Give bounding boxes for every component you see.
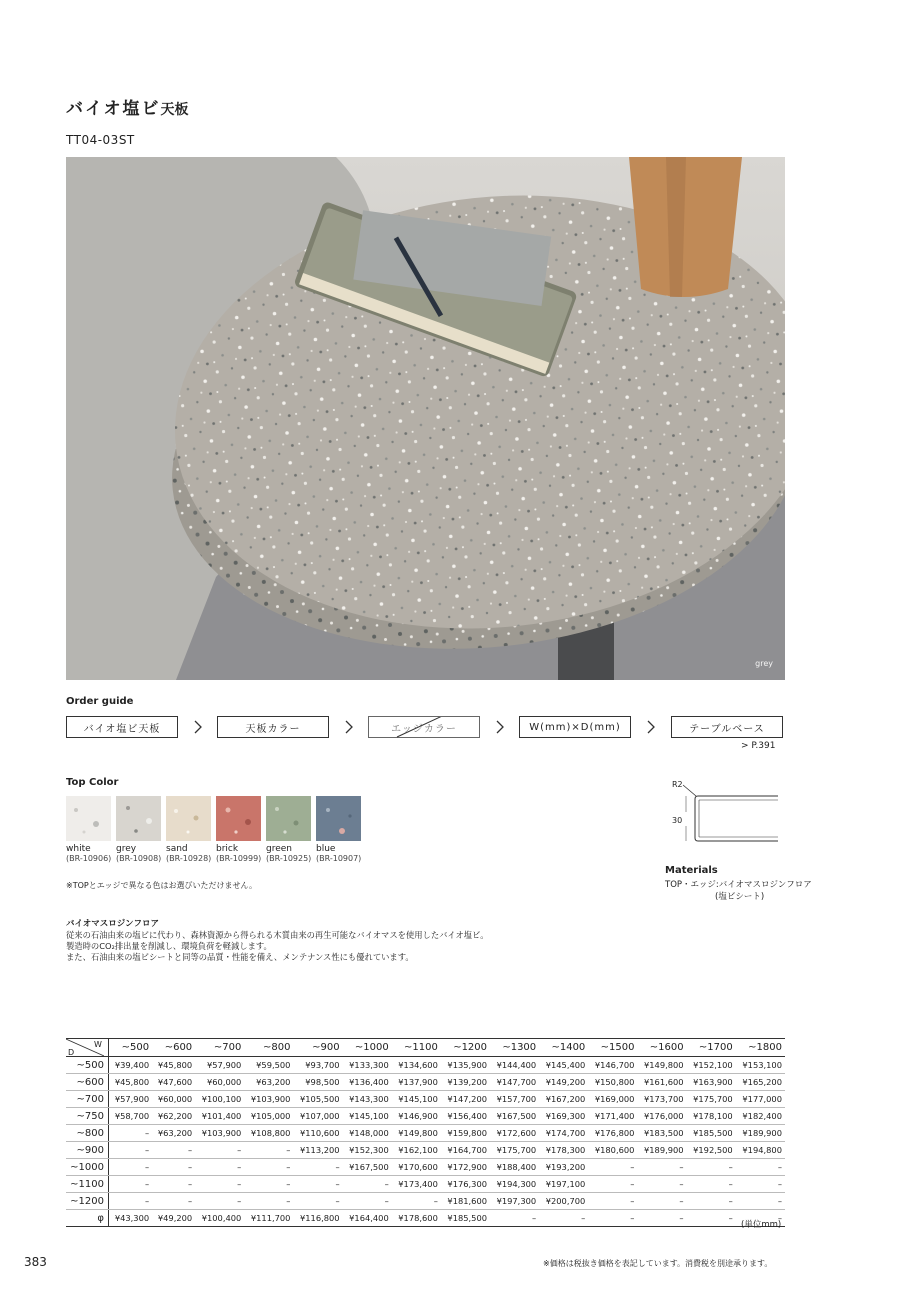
color-note: ※TOPとエッジで異なる色はお選びいただけません。 [66,881,258,890]
chevron-right-icon [494,719,506,735]
table-row [66,1210,785,1227]
price-cell: ¥169,000 [588,1091,637,1108]
materials-label: Materials [665,865,718,876]
price-cell: ¥43,300 [109,1210,153,1227]
price-cell: ¥173,700 [637,1091,686,1108]
row-header: ~500 [66,1057,109,1074]
price-cell: – [109,1176,153,1193]
price-cell: ¥105,000 [244,1108,293,1125]
column-header: ~1600 [637,1039,686,1057]
edge-profile-diagram [670,778,782,844]
price-cell: ¥200,700 [539,1193,588,1210]
price-cell: ¥145,100 [392,1091,441,1108]
price-cell: ¥150,800 [588,1074,637,1091]
column-header: ~1300 [490,1039,539,1057]
price-cell: ¥103,900 [244,1091,293,1108]
price-cell: ¥134,600 [392,1057,441,1074]
price-cell: ¥145,100 [343,1108,392,1125]
price-cell: – [152,1142,195,1159]
product-photo [66,157,785,680]
swatch-label-sand: sand (BR-10928) [166,844,212,863]
price-cell: ¥178,300 [539,1142,588,1159]
price-cell: – [736,1193,785,1210]
price-cell: ¥149,800 [392,1125,441,1142]
table-corner [66,1039,109,1057]
table-row [66,1091,785,1108]
price-cell: – [539,1210,588,1227]
price-cell: ¥192,500 [687,1142,736,1159]
step-edge-color [368,716,480,738]
price-cell: ¥143,300 [343,1091,392,1108]
radius-label: R2 [672,780,683,789]
row-header: ~1200 [66,1193,109,1210]
column-header: ~1200 [441,1039,490,1057]
price-cell: ¥188,400 [490,1159,539,1176]
svg-text:D: D [68,1048,75,1056]
price-cell: ¥147,700 [490,1074,539,1091]
price-cell: – [588,1176,637,1193]
price-cell: – [195,1142,244,1159]
price-cell: – [736,1159,785,1176]
price-cell: ¥172,600 [490,1125,539,1142]
price-cell: ¥101,400 [195,1108,244,1125]
price-cell: ¥183,500 [637,1125,686,1142]
step-label: バイオ塩ビ天板 [83,723,161,735]
price-cell: – [152,1176,195,1193]
swatch-label-white: white (BR-10906) [66,844,112,863]
price-cell: ¥144,400 [490,1057,539,1074]
column-header: ~500 [109,1039,153,1057]
price-cell: – [244,1142,293,1159]
strikethrough-line [369,717,481,739]
price-cell: ¥98,500 [293,1074,342,1091]
tax-note: ※価格は税抜き価格を表記しています。消費税を別途承ります。 [543,1259,773,1268]
price-cell: ¥193,200 [539,1159,588,1176]
thickness-label: 30 [672,816,683,825]
price-cell: – [244,1159,293,1176]
bio-line: 従来の石油由来の塩ビに代わり、森林資源から得られる木質由来の再生可能なバイオマスを使用したバイオ塩ビ。 [66,930,489,940]
step-top-color [217,716,329,738]
price-cell: – [588,1193,637,1210]
step-label: 天板カラー [245,723,301,735]
price-cell: ¥171,400 [588,1108,637,1125]
price-header-row [66,1039,785,1057]
column-header: ~1700 [687,1039,736,1057]
price-cell: ¥167,500 [343,1159,392,1176]
price-cell: ¥185,500 [687,1125,736,1142]
product-code: TT04-03ST [66,133,135,147]
price-cell: ¥100,100 [195,1091,244,1108]
price-cell: ¥60,000 [152,1091,195,1108]
price-cell: ¥149,200 [539,1074,588,1091]
price-cell: ¥149,800 [637,1057,686,1074]
price-cell: ¥176,000 [637,1108,686,1125]
materials-line: TOP・エッジ:バイオマスロジンフロア [665,880,812,890]
price-cell: ¥152,100 [687,1057,736,1074]
price-cell: – [588,1210,637,1227]
price-cell: ¥175,700 [687,1091,736,1108]
price-cell: ¥110,600 [293,1125,342,1142]
column-header: ~1500 [588,1039,637,1057]
price-cell: – [293,1159,342,1176]
page-title [66,94,189,119]
bio-title: バイオマスロジンフロア [66,919,160,929]
price-cell: ¥146,700 [588,1057,637,1074]
table-row [66,1057,785,1074]
chevron-right-icon [343,719,355,735]
bio-line: 製造時のCO₂排出量を削減し、環境負荷を軽減します。 [66,941,272,951]
step-label: W(mm)×D(mm) [529,721,621,733]
price-cell: – [687,1193,736,1210]
page-reference: > P.391 [741,741,776,751]
price-cell: ¥197,300 [490,1193,539,1210]
swatch-brick [216,796,261,841]
step-table-base [671,716,783,738]
row-header: ~600 [66,1074,109,1091]
price-cell: ¥170,600 [392,1159,441,1176]
price-cell: ¥107,000 [293,1108,342,1125]
price-cell: – [244,1193,293,1210]
price-cell: ¥189,900 [736,1125,785,1142]
price-cell: ¥165,200 [736,1074,785,1091]
price-cell: – [392,1193,441,1210]
price-cell: ¥62,200 [152,1108,195,1125]
price-cell: ¥161,600 [637,1074,686,1091]
price-cell: ¥63,200 [244,1074,293,1091]
column-header: ~700 [195,1039,244,1057]
row-header: ~750 [66,1108,109,1125]
table-row [66,1125,785,1142]
price-cell: – [195,1159,244,1176]
row-header: ~1000 [66,1159,109,1176]
price-table [66,1038,785,1227]
price-cell: – [293,1193,342,1210]
price-cell: ¥45,800 [109,1074,153,1091]
price-cell: ¥176,800 [588,1125,637,1142]
price-cell: – [343,1176,392,1193]
price-cell: ¥167,200 [539,1091,588,1108]
swatch-sand [166,796,211,841]
price-cell: – [109,1193,153,1210]
column-header: ~900 [293,1039,342,1057]
price-cell: ¥167,500 [490,1108,539,1125]
table-row [66,1159,785,1176]
price-cell: ¥172,900 [441,1159,490,1176]
table-illustration [66,157,785,680]
price-cell: ¥157,700 [490,1091,539,1108]
price-cell: ¥189,900 [637,1142,686,1159]
price-cell: ¥116,800 [293,1210,342,1227]
price-cell: ¥182,400 [736,1108,785,1125]
price-cell: ¥152,300 [343,1142,392,1159]
column-header: ~1100 [392,1039,441,1057]
order-guide-label: Order guide [66,696,134,707]
price-cell: – [637,1176,686,1193]
price-cell: ¥164,400 [343,1210,392,1227]
price-cell: – [736,1176,785,1193]
swatch-label-grey: grey (BR-10908) [116,844,162,863]
unit-note: (単位mm) [741,1220,782,1230]
price-cell: – [343,1193,392,1210]
materials-line: (塩ビシート) [715,892,765,902]
price-cell: ¥180,600 [588,1142,637,1159]
bio-line: また、石油由来の塩ビシートと同等の品質・性能を備え、メンテナンス性にも優れています。 [66,952,414,962]
price-cell: ¥169,300 [539,1108,588,1125]
price-cell: ¥148,000 [343,1125,392,1142]
price-cell: ¥173,400 [392,1176,441,1193]
page-number: 383 [24,1255,47,1269]
swatch-label-green: green (BR-10925) [266,844,312,863]
table-row [66,1142,785,1159]
price-cell: – [152,1159,195,1176]
price-cell: ¥137,900 [392,1074,441,1091]
title-sub: 天板 [160,102,189,118]
row-header: ~900 [66,1142,109,1159]
price-cell: ¥178,100 [687,1108,736,1125]
step-bio-top [66,716,178,738]
swatch-blue [316,796,361,841]
price-cell: – [736,1210,785,1227]
price-cell: ¥39,400 [109,1057,153,1074]
column-header: ~600 [152,1039,195,1057]
column-header: ~800 [244,1039,293,1057]
corner-diagonal [66,1039,104,1056]
price-cell: – [637,1159,686,1176]
table-row [66,1176,785,1193]
table-row [66,1108,785,1125]
price-cell: ¥49,200 [152,1210,195,1227]
price-cell: – [152,1193,195,1210]
price-cell: ¥93,700 [293,1057,342,1074]
svg-text:W: W [94,1040,102,1049]
price-cell: ¥60,000 [195,1074,244,1091]
price-cell: ¥59,500 [244,1057,293,1074]
price-cell: ¥177,000 [736,1091,785,1108]
price-cell: ¥113,200 [293,1142,342,1159]
row-header: ~1100 [66,1176,109,1193]
swatch-green [266,796,311,841]
bio-description [66,930,626,963]
row-header: φ [66,1210,109,1227]
row-header: ~700 [66,1091,109,1108]
price-cell: ¥135,900 [441,1057,490,1074]
price-cell: ¥139,200 [441,1074,490,1091]
photo-caption: grey [755,659,773,668]
price-cell: ¥181,600 [441,1193,490,1210]
price-cell: ¥146,900 [392,1108,441,1125]
price-cell: ¥153,100 [736,1057,785,1074]
materials-value [665,879,812,903]
price-cell: ¥159,800 [441,1125,490,1142]
price-cell: ¥133,300 [343,1057,392,1074]
price-cell: ¥47,600 [152,1074,195,1091]
step-label: エッジカラー [391,723,457,735]
price-table-body [66,1057,785,1227]
price-cell: ¥111,700 [244,1210,293,1227]
price-cell: ¥145,400 [539,1057,588,1074]
price-cell: ¥163,900 [687,1074,736,1091]
price-cell: ¥176,300 [441,1176,490,1193]
price-cell: ¥185,500 [441,1210,490,1227]
price-cell: ¥105,500 [293,1091,342,1108]
swatch-label-blue: blue (BR-10907) [316,844,362,863]
top-color-label: Top Color [66,777,119,788]
price-cell: ¥175,700 [490,1142,539,1159]
price-cell: ¥45,800 [152,1057,195,1074]
price-cell: ¥63,200 [152,1125,195,1142]
price-cell: ¥57,900 [195,1057,244,1074]
price-cell: – [687,1176,736,1193]
column-header: ~1800 [736,1039,785,1057]
price-cell: ¥100,400 [195,1210,244,1227]
price-cell: ¥156,400 [441,1108,490,1125]
chevron-right-icon [192,719,204,735]
price-cell: ¥194,800 [736,1142,785,1159]
price-cell: – [109,1142,153,1159]
column-header: ~1400 [539,1039,588,1057]
price-cell: ¥162,100 [392,1142,441,1159]
price-cell: – [490,1210,539,1227]
row-header: ~800 [66,1125,109,1142]
price-cell: – [637,1210,686,1227]
price-cell: – [293,1176,342,1193]
price-cell: ¥147,200 [441,1091,490,1108]
price-cell: – [244,1176,293,1193]
chevron-right-icon [645,719,657,735]
swatch-grey [116,796,161,841]
price-cell: – [195,1176,244,1193]
price-cell: ¥108,800 [244,1125,293,1142]
price-cell: – [588,1159,637,1176]
price-cell: ¥174,700 [539,1125,588,1142]
price-cell: – [687,1159,736,1176]
price-cell: – [109,1159,153,1176]
step-label: テーブルベース [689,723,765,735]
price-cell: – [637,1193,686,1210]
column-header: ~1000 [343,1039,392,1057]
step-size [519,716,631,738]
swatch-white [66,796,111,841]
price-cell: – [687,1210,736,1227]
price-cell: ¥197,100 [539,1176,588,1193]
price-cell: – [195,1193,244,1210]
price-cell: ¥178,600 [392,1210,441,1227]
price-cell: ¥103,900 [195,1125,244,1142]
swatch-label-brick: brick (BR-10999) [216,844,262,863]
price-cell: ¥136,400 [343,1074,392,1091]
title-main: バイオ塩ビ [66,99,161,119]
price-cell: ¥164,700 [441,1142,490,1159]
table-row [66,1074,785,1091]
price-cell: ¥194,300 [490,1176,539,1193]
table-row [66,1193,785,1210]
price-cell: ¥57,900 [109,1091,153,1108]
price-cell: – [109,1125,153,1142]
price-cell: ¥58,700 [109,1108,153,1125]
